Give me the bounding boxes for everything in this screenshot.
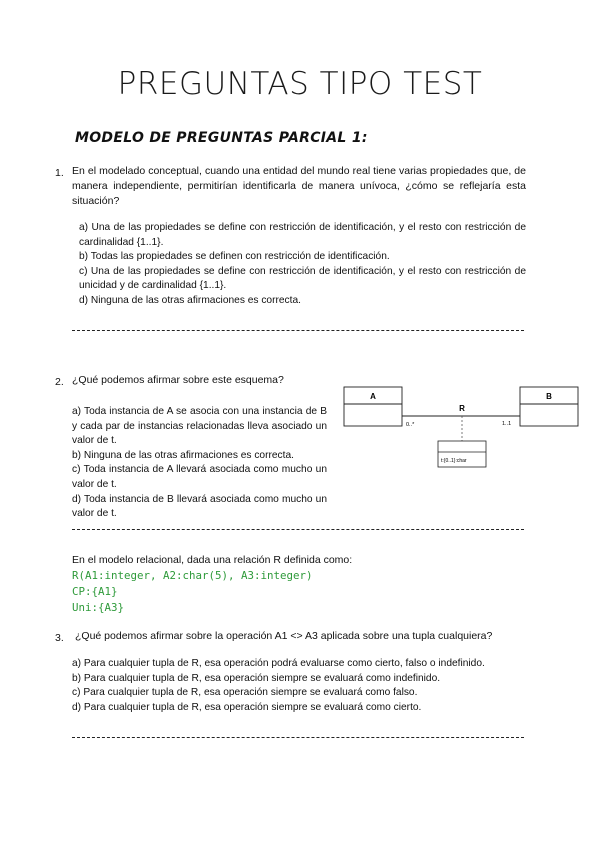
question-3-option-b: b) Para cualquier tupla de R, esa operación siempre se evaluará como indefinido. — [72, 672, 441, 684]
question-2-option-b: b) Ninguna de las otras afirmaciones es correcta. — [72, 449, 294, 461]
entity-a-label: A — [370, 392, 376, 401]
question-3-intro: En el modelo relacional, dada una relación R definida como: — [72, 554, 353, 566]
question-1-option-b: b) Todas las propiedades se definen con restricción de identificación. — [79, 251, 390, 263]
code-line-unique: Uni:{A3} — [72, 601, 125, 614]
attribute-box — [438, 441, 486, 467]
question-3-option-c: c) Para cualquier tupla de R, esa operación siempre se evaluará como falso. — [72, 687, 418, 699]
relation-definition — [72, 568, 313, 616]
code-line-primary-key: CP:{A1} — [72, 585, 118, 598]
page-title: PREGUNTAS TIPO TEST — [117, 66, 483, 102]
er-diagram — [342, 386, 582, 476]
entity-b-label: B — [546, 392, 552, 401]
question-2-option-a: a) Toda instancia de A se asocia con una instancia de B y cada par de instancias relacionadas lleva asociado un valor de t. — [72, 406, 327, 447]
relation-label: R — [459, 404, 465, 413]
answer-line-2 — [72, 529, 524, 530]
question-1-option-d: d) Ninguna de las otras afirmaciones es correcta. — [79, 294, 301, 306]
entity-a-box — [344, 387, 402, 426]
question-1-text: En el modelado conceptual, cuando una entidad del mundo real tiene varias propiedades que, de manera independiente, permitirían identificarla de manera unívoca, ¿cómo se reflejaría esta situación? — [72, 165, 526, 207]
entity-b-box — [520, 387, 578, 426]
cardinality-a: 0..* — [406, 422, 415, 428]
cardinality-b: 1..1 — [502, 421, 512, 427]
attribute-label: t:{0..1}:char — [441, 458, 467, 464]
question-3-text: ¿Qué podemos afirmar sobre la operación A1 <> A3 aplicada sobre una tupla cualquiera? — [75, 630, 493, 642]
question-2-option-c: c) Toda instancia de A llevará asociada como mucho un valor de t. — [72, 464, 327, 490]
question-1-option-a: a) Una de las propiedades se define con restricción de identificación, y el resto con restricción de cardinalidad {1..1}. — [79, 222, 526, 248]
question-1-option-c: c) Una de las propiedades se define con restricción de identificación, y el resto con restricción de unicidad y de cardinalidad {1..1}. — [79, 265, 526, 292]
question-2-number: 2. — [55, 376, 64, 388]
question-3-options — [72, 657, 526, 715]
question-1-number: 1. — [55, 167, 64, 179]
answer-line-1 — [72, 330, 524, 331]
question-1-options — [79, 221, 526, 309]
question-2-text: ¿Qué podemos afirmar sobre este esquema? — [72, 374, 284, 386]
question-2-option-d: d) Toda instancia de B llevará asociada como mucho un valor de t. — [72, 493, 327, 520]
question-2-options — [72, 405, 327, 522]
code-line-relation: R(A1:integer, A2:char(5), A3:integer) — [72, 569, 313, 582]
question-3-option-a: a) Para cualquier tupla de R, esa operación podrá evaluarse como cierto, falso o indefinido. — [72, 658, 485, 669]
question-3-option-d: d) Para cualquier tupla de R, esa operación siempre se evaluará como cierto. — [72, 701, 422, 713]
answer-line-3 — [72, 737, 524, 738]
question-3-number: 3. — [55, 632, 64, 644]
section-subtitle: MODELO DE PREGUNTAS PARCIAL 1: — [75, 130, 368, 146]
